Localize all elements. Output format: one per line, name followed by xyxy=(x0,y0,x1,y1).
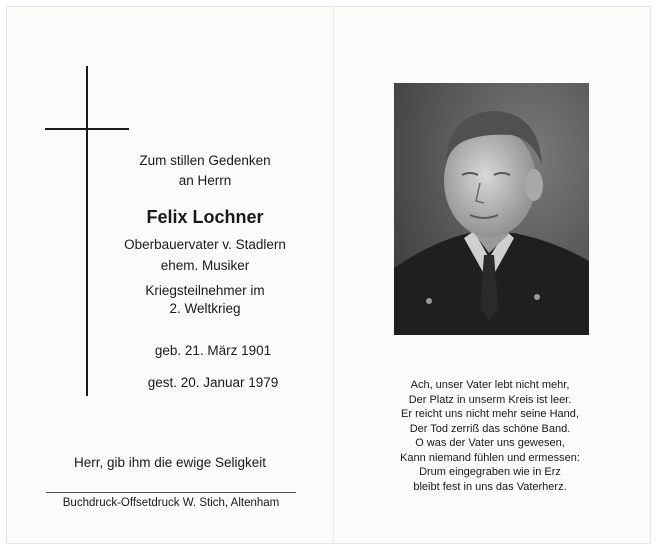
title-line-2: ehem. Musiker xyxy=(160,258,250,273)
poem-line: Er reicht uns nicht mehr seine Hand, xyxy=(401,408,579,420)
cross-icon-vertical xyxy=(86,66,88,396)
poem-line: bleibt fest in uns das Vaterherz. xyxy=(413,480,567,493)
portrait-image xyxy=(394,83,589,335)
divider xyxy=(46,492,296,493)
poem-line: O was der Vater uns gewesen, xyxy=(415,437,565,449)
closing-prayer: Herr, gib ihm die ewige Seligkeit xyxy=(73,455,267,470)
intro-line-2: an Herrn xyxy=(178,173,232,188)
printer-credit: Buchdruck-Offsetdruck W. Stich, Altenham xyxy=(62,497,280,509)
portrait-photo xyxy=(394,83,589,335)
title-line-3: Kriegsteilnehmer im xyxy=(145,283,265,298)
deceased-name: Felix Lochner xyxy=(146,207,264,227)
poem-line: Drum eingegraben wie in Erz xyxy=(419,466,561,478)
title-line-1: Oberbauervater v. Stadlern xyxy=(124,237,286,252)
poem-line: Ach, unser Vater lebt nicht mehr, xyxy=(410,379,570,391)
poem-line: Der Platz in unserm Kreis ist leer. xyxy=(408,393,572,406)
memorial-poem xyxy=(360,378,620,494)
birth-date: geb. 21. März 1901 xyxy=(154,343,272,358)
poem-line: Kann niemand fühlen und ermessen: xyxy=(400,451,580,464)
card-fold-line xyxy=(333,6,334,544)
poem-line: Der Tod zerriß das schöne Band. xyxy=(409,422,571,435)
intro-line-1: Zum stillen Gedenken xyxy=(139,153,271,168)
death-date: gest. 20. Januar 1979 xyxy=(147,375,279,390)
cross-icon-horizontal xyxy=(45,128,129,130)
title-line-4: 2. Weltkrieg xyxy=(169,301,241,316)
